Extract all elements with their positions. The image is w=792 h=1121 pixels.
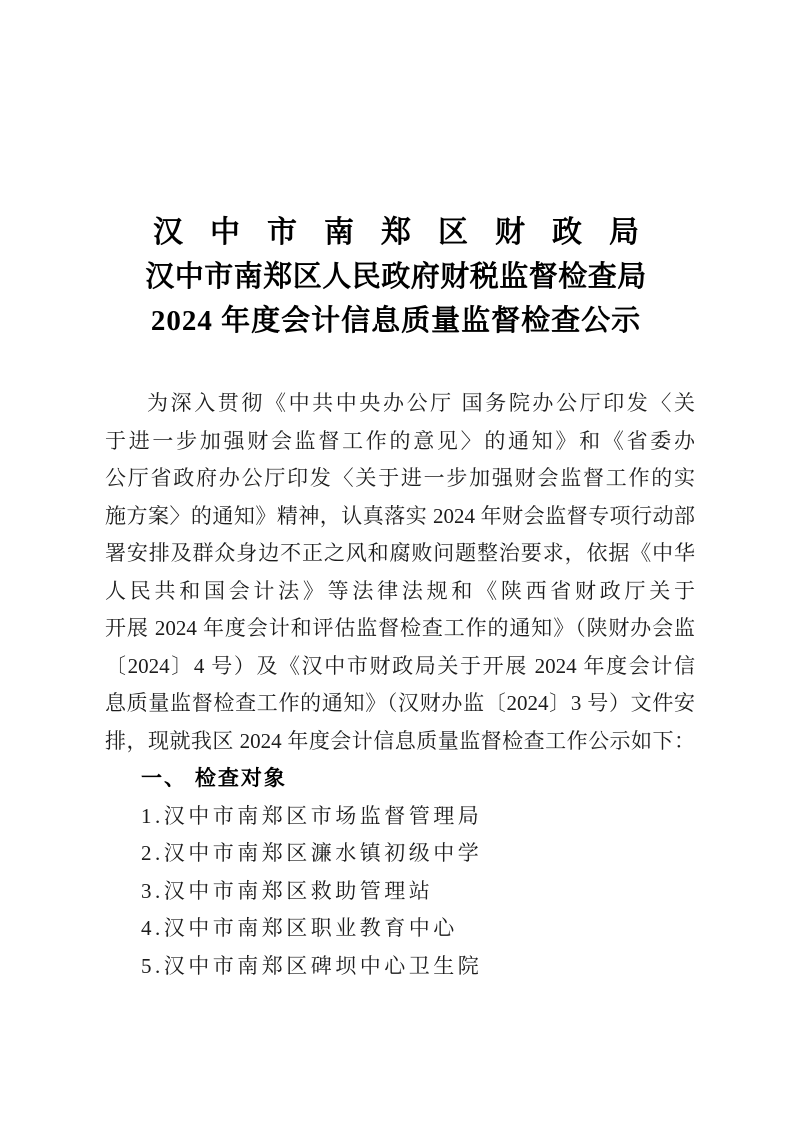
paragraph-line: 息质量监督检查工作的通知》（汉财办监〔2024〕3 号）文件安	[105, 691, 695, 715]
title-line-bureau: 汉中市南郑区人民政府财税监督检查局	[145, 261, 647, 293]
paragraph-line: 公厅省政府办公厅印发〈关于进一步加强财会监督工作的实	[105, 466, 695, 490]
check-target-item: 2.汉中市南郑区濂水镇初级中学	[141, 841, 483, 865]
paragraph-line: 于进一步加强财会监督工作的意见〉的通知》和《省委办	[105, 428, 695, 453]
title-line-subject: 2024 年度会计信息质量监督检查公示	[150, 305, 642, 337]
paragraph-line: 人民共和国会计法》等法律法规和《陕西省财政厅关于	[105, 578, 695, 603]
paragraph-line: 为深入贯彻《中共中央办公厅 国务院办公厅印发〈关	[147, 391, 695, 415]
paragraph-line: 施方案〉的通知》精神，认真落实 2024 年财会监督专项行动部	[105, 503, 695, 528]
paragraph-line: 署安排及群众身边不正之风和腐败问题整治要求，依据《中华	[105, 541, 695, 565]
intro-paragraph	[105, 385, 695, 760]
section-heading-check-targets: 一、 检查对象	[141, 767, 287, 790]
paragraph-line: 排，现就我区 2024 年度会计信息质量监督检查工作公示如下：	[105, 728, 695, 753]
paragraph-line: 开展 2024 年度会计和评估监督检查工作的通知》（陕财办会监	[105, 616, 695, 640]
check-target-item: 1.汉中市南郑区市场监督管理局	[141, 803, 483, 828]
check-target-list	[141, 798, 695, 986]
paragraph-line: 〔2024〕4 号）及《汉中市财政局关于开展 2024 年度会计信	[105, 653, 695, 678]
check-target-item: 5.汉中市南郑区碑坝中心卫生院	[141, 953, 483, 978]
document-body	[105, 385, 695, 985]
title-line-agency: 汉中市南郑区财政局	[153, 216, 666, 249]
check-target-item: 4.汉中市南郑区职业教育中心	[141, 916, 458, 940]
check-target-item: 3.汉中市南郑区救助管理站	[141, 878, 434, 903]
document-title	[0, 0, 792, 344]
